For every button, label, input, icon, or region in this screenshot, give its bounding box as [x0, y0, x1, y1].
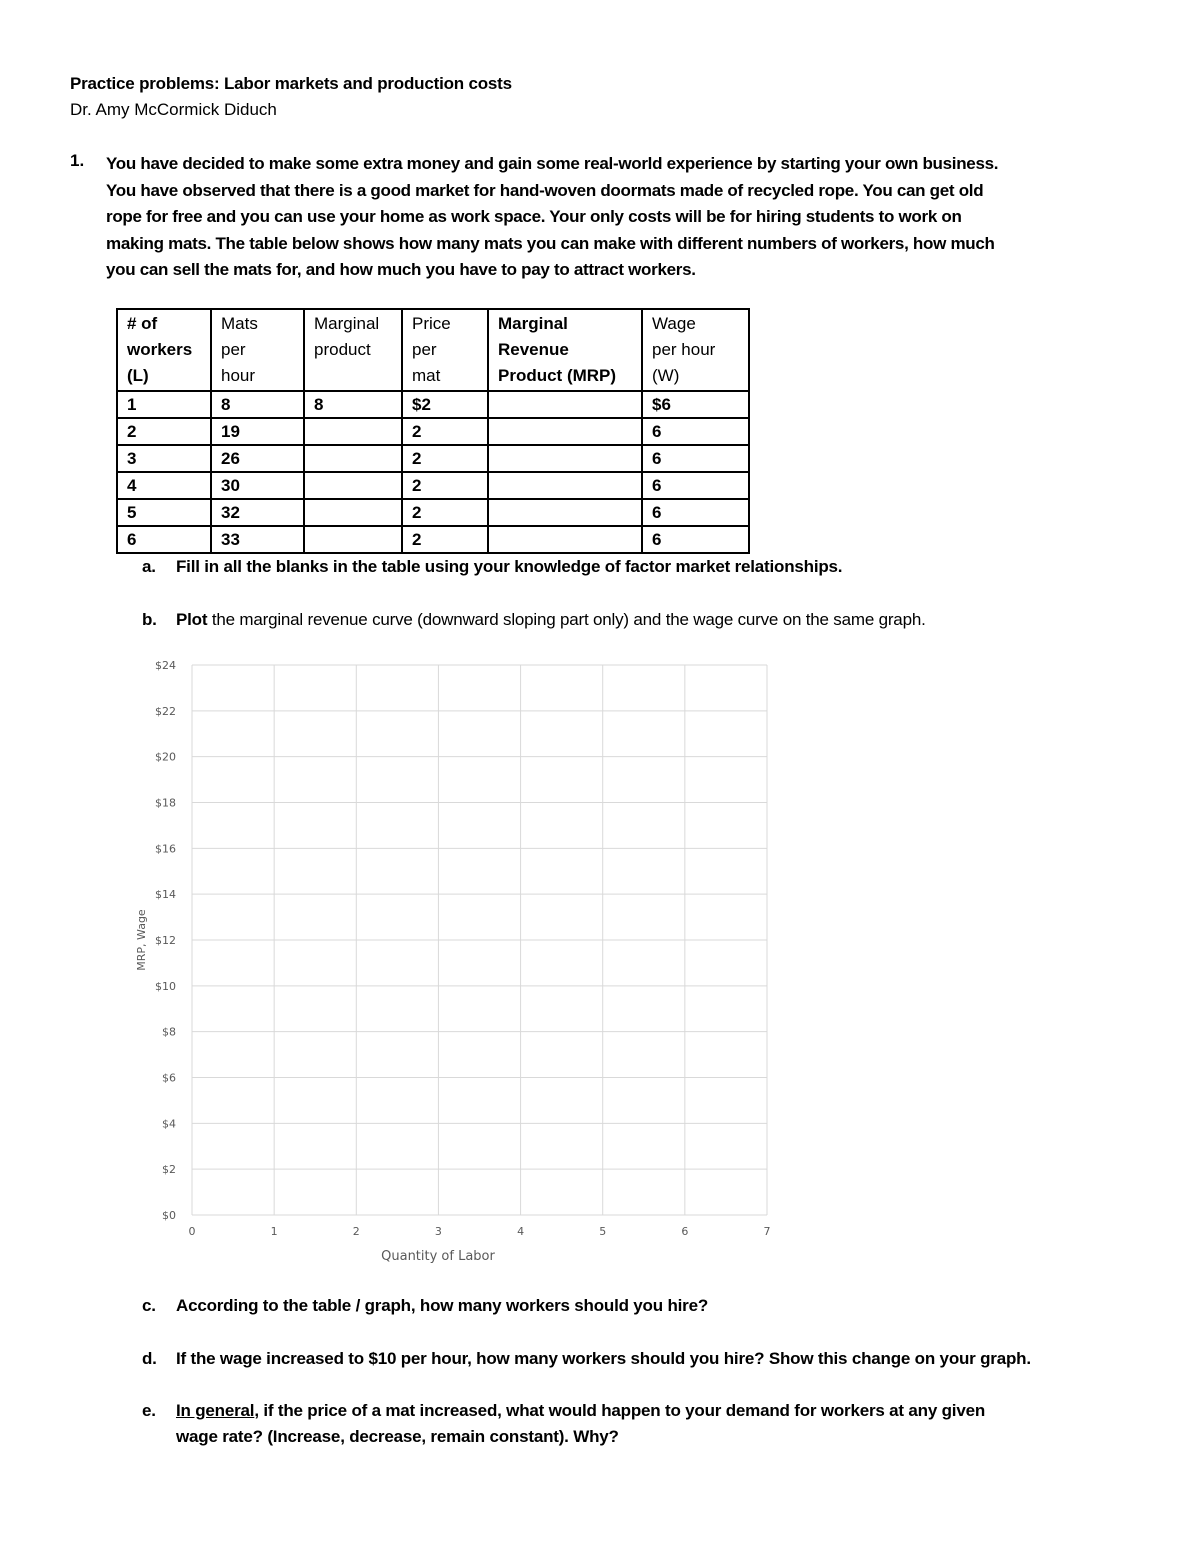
header-marginal-product: Marginal product — [304, 309, 402, 391]
table-header-row — [117, 309, 749, 391]
table-cell: 6 — [642, 418, 749, 445]
table-cell: 26 — [211, 445, 304, 472]
x-tick-label: 6 — [681, 1225, 689, 1238]
question-line: You have decided to make some extra money and gain some real-world experience by starting your own business. — [106, 154, 999, 173]
table-cell[interactable] — [304, 472, 402, 499]
table-cell: 32 — [211, 499, 304, 526]
table-cell[interactable] — [488, 418, 642, 445]
chart-grid — [192, 665, 767, 1215]
table-cell: 6 — [642, 472, 749, 499]
table-row — [117, 499, 749, 526]
author-name: Dr. Amy McCormick Diduch — [70, 100, 277, 119]
y-tick-label: $20 — [155, 750, 176, 764]
table-cell: 6 — [642, 499, 749, 526]
table-cell[interactable] — [304, 445, 402, 472]
table-cell: 6 — [642, 526, 749, 553]
question-line: making mats. The table below shows how many mats you can make with different numbers of workers, how much — [106, 233, 995, 253]
table-cell: 2 — [402, 418, 488, 445]
x-tick-label: 4 — [517, 1225, 525, 1238]
page-title: Practice problems: Labor markets and production costs — [70, 74, 512, 93]
y-tick-label: $10 — [155, 979, 176, 993]
table-row — [117, 445, 749, 472]
table-row — [117, 391, 749, 418]
table-cell: 1 — [117, 391, 211, 418]
x-tick-label: 5 — [599, 1225, 607, 1238]
mrp-wage-chart — [110, 640, 790, 1270]
y-tick-label: $18 — [155, 796, 176, 810]
x-tick-label: 2 — [352, 1225, 360, 1238]
y-tick-label: $16 — [155, 842, 176, 856]
table-cell[interactable] — [304, 499, 402, 526]
table-cell: 6 — [642, 445, 749, 472]
table-cell[interactable] — [488, 526, 642, 553]
header-mrp: Marginal Revenue Product (MRP) — [488, 309, 642, 391]
table-cell[interactable] — [488, 445, 642, 472]
question-line: You have observed that there is a good market for hand-woven doormats made of recycled rope. You can get old — [106, 180, 984, 200]
plot-emphasis: Plot — [176, 610, 208, 629]
x-tick-label: 7 — [763, 1225, 771, 1238]
table-cell: 2 — [402, 499, 488, 526]
question-text — [106, 151, 1136, 284]
table-cell: 8 — [211, 391, 304, 418]
y-tick-label: $2 — [162, 1163, 176, 1177]
table-cell: 8 — [304, 391, 402, 418]
y-tick-label: $6 — [162, 1071, 176, 1085]
subquestion-b-text: the marginal revenue curve (downward sloping part only) and the wage curve on the same graph. — [207, 610, 926, 629]
table-row — [117, 418, 749, 445]
table-cell: 6 — [117, 526, 211, 553]
table-cell: 2 — [402, 445, 488, 472]
table-cell[interactable] — [304, 526, 402, 553]
header-workers: # of workers (L) — [117, 309, 211, 391]
in-general-emphasis: In general — [176, 1401, 255, 1420]
x-tick-label: 3 — [434, 1225, 442, 1238]
header-wage: Wage per hour (W) — [642, 309, 749, 391]
table-row — [117, 526, 749, 553]
table-cell[interactable] — [488, 472, 642, 499]
y-tick-label: $22 — [155, 704, 176, 718]
table-cell: 2 — [117, 418, 211, 445]
table-cell: 4 — [117, 472, 211, 499]
table-cell: 2 — [402, 526, 488, 553]
x-tick-labels — [189, 1225, 771, 1238]
question-number: 1. — [70, 151, 85, 170]
x-tick-label: 0 — [188, 1225, 196, 1238]
y-axis-title: MRP, Wage — [135, 909, 148, 971]
table-cell: 33 — [211, 526, 304, 553]
y-tick-label: $8 — [162, 1025, 176, 1039]
table-cell: 2 — [402, 472, 488, 499]
production-table — [116, 308, 750, 554]
question-line: you can sell the mats for, and how much you have to pay to attract workers. — [106, 260, 696, 279]
header-mats-per-hour: Mats per hour — [211, 309, 304, 391]
question-line: rope for free and you can use your home as work space. Your only costs will be for hiring students to work on — [106, 207, 962, 226]
table-cell: $6 — [642, 391, 749, 418]
y-tick-label: $14 — [155, 888, 176, 902]
table-cell: $2 — [402, 391, 488, 418]
table-cell: 3 — [117, 445, 211, 472]
y-tick-label: $0 — [162, 1209, 176, 1222]
table-cell: 5 — [117, 499, 211, 526]
table-cell[interactable] — [488, 391, 642, 418]
y-tick-label: $24 — [155, 659, 176, 672]
y-tick-labels — [155, 659, 176, 1222]
subquestion-e-line2: wage rate? (Increase, decrease, remain constant). Why? — [176, 1427, 619, 1446]
x-axis-title: Quantity of Labor — [381, 1249, 495, 1264]
table-cell: 30 — [211, 472, 304, 499]
table-cell[interactable] — [488, 499, 642, 526]
table-row — [117, 472, 749, 499]
y-tick-label: $4 — [162, 1117, 176, 1131]
y-tick-label: $12 — [155, 934, 176, 947]
header-price-per-mat: Price per mat — [402, 309, 488, 391]
x-tick-label: 1 — [270, 1225, 278, 1238]
table-cell[interactable] — [304, 418, 402, 445]
table-cell: 19 — [211, 418, 304, 445]
